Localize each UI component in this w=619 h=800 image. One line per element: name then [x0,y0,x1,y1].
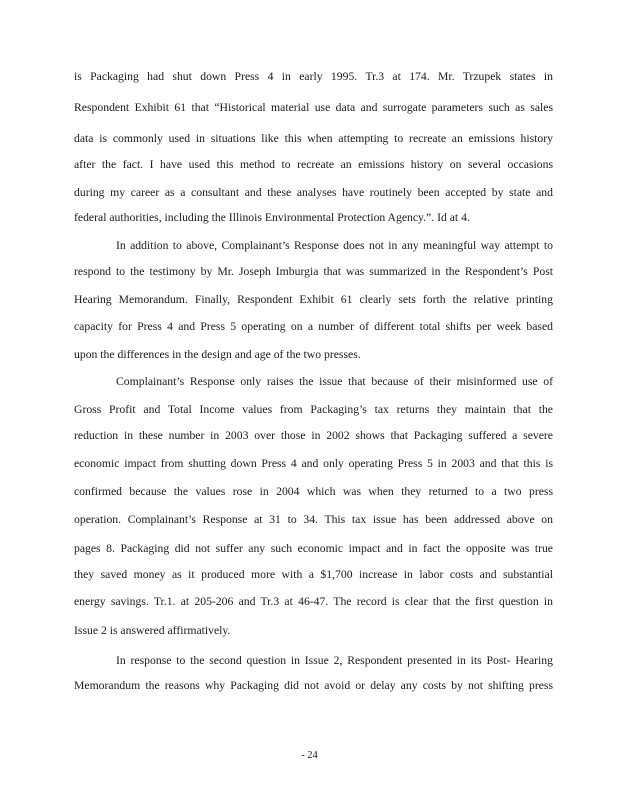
text-line: capacity for Press 4 and Press 5 operating on a number of different total shifts per week based [74,320,553,333]
paragraph-first-line: Complainant’s Response only raises the issue that because of their misinformed use of [116,375,553,388]
text-line: economic impact from shutting down Press 4 and only operating Press 5 in 2003 and that this is [74,457,553,470]
text-line: they saved money as it produced more with a $1,700 increase in labor costs and substantial [74,568,553,581]
paragraph-first-line: In response to the second question in Issue 2, Respondent presented in its Post- Hearing [116,654,553,667]
text-line: is Packaging had shut down Press 4 in early 1995. Tr.3 at 174. Mr. Trzupek states in [74,70,553,83]
text-line: upon the differences in the design and age of the two presses. [74,348,361,361]
text-line: Respondent Exhibit 61 that “Historical material use data and surrogate parameters such as sales [74,101,553,114]
text-line: Memorandum the reasons why Packaging did not avoid or delay any costs by not shifting press [74,679,553,692]
text-line: reduction in these number in 2003 over those in 2002 shows that Packaging suffered a severe [74,429,553,442]
text-line: data is commonly used in situations like this when attempting to recreate an emissions history [74,132,553,145]
text-line: after the fact. I have used this method to recreate an emissions history on several occasions [74,158,553,171]
text-line: confirmed because the values rose in 2004 which was when they returned to a two press [74,485,553,498]
text-line: operation. Complainant’s Response at 31 to 34. This tax issue has been addressed above on [74,513,553,526]
text-line: Issue 2 is answered affirmatively. [74,624,231,637]
text-line: pages 8. Packaging did not suffer any such economic impact and in fact the opposite was true [74,542,553,555]
text-line: Hearing Memorandum. Finally, Respondent Exhibit 61 clearly sets forth the relative printing [74,293,553,306]
text-line: Gross Profit and Total Income values from Packaging’s tax returns they maintain that the [74,403,553,416]
paragraph-first-line: In addition to above, Complainant’s Response does not in any meaningful way attempt to [116,239,553,252]
page-number: - 24 [301,750,318,761]
text-line: energy savings. Tr.1. at 205-206 and Tr.3 at 46-47. The record is clear that the first question in [74,595,553,608]
text-line: during my career as a consultant and these analyses have routinely been accepted by state and [74,186,553,199]
text-line: respond to the testimony by Mr. Joseph Imburgia that was summarized in the Respondent’s Post [74,265,553,278]
text-line: federal authorities, including the Illinois Environmental Protection Agency.”. Id at 4. [74,211,470,224]
